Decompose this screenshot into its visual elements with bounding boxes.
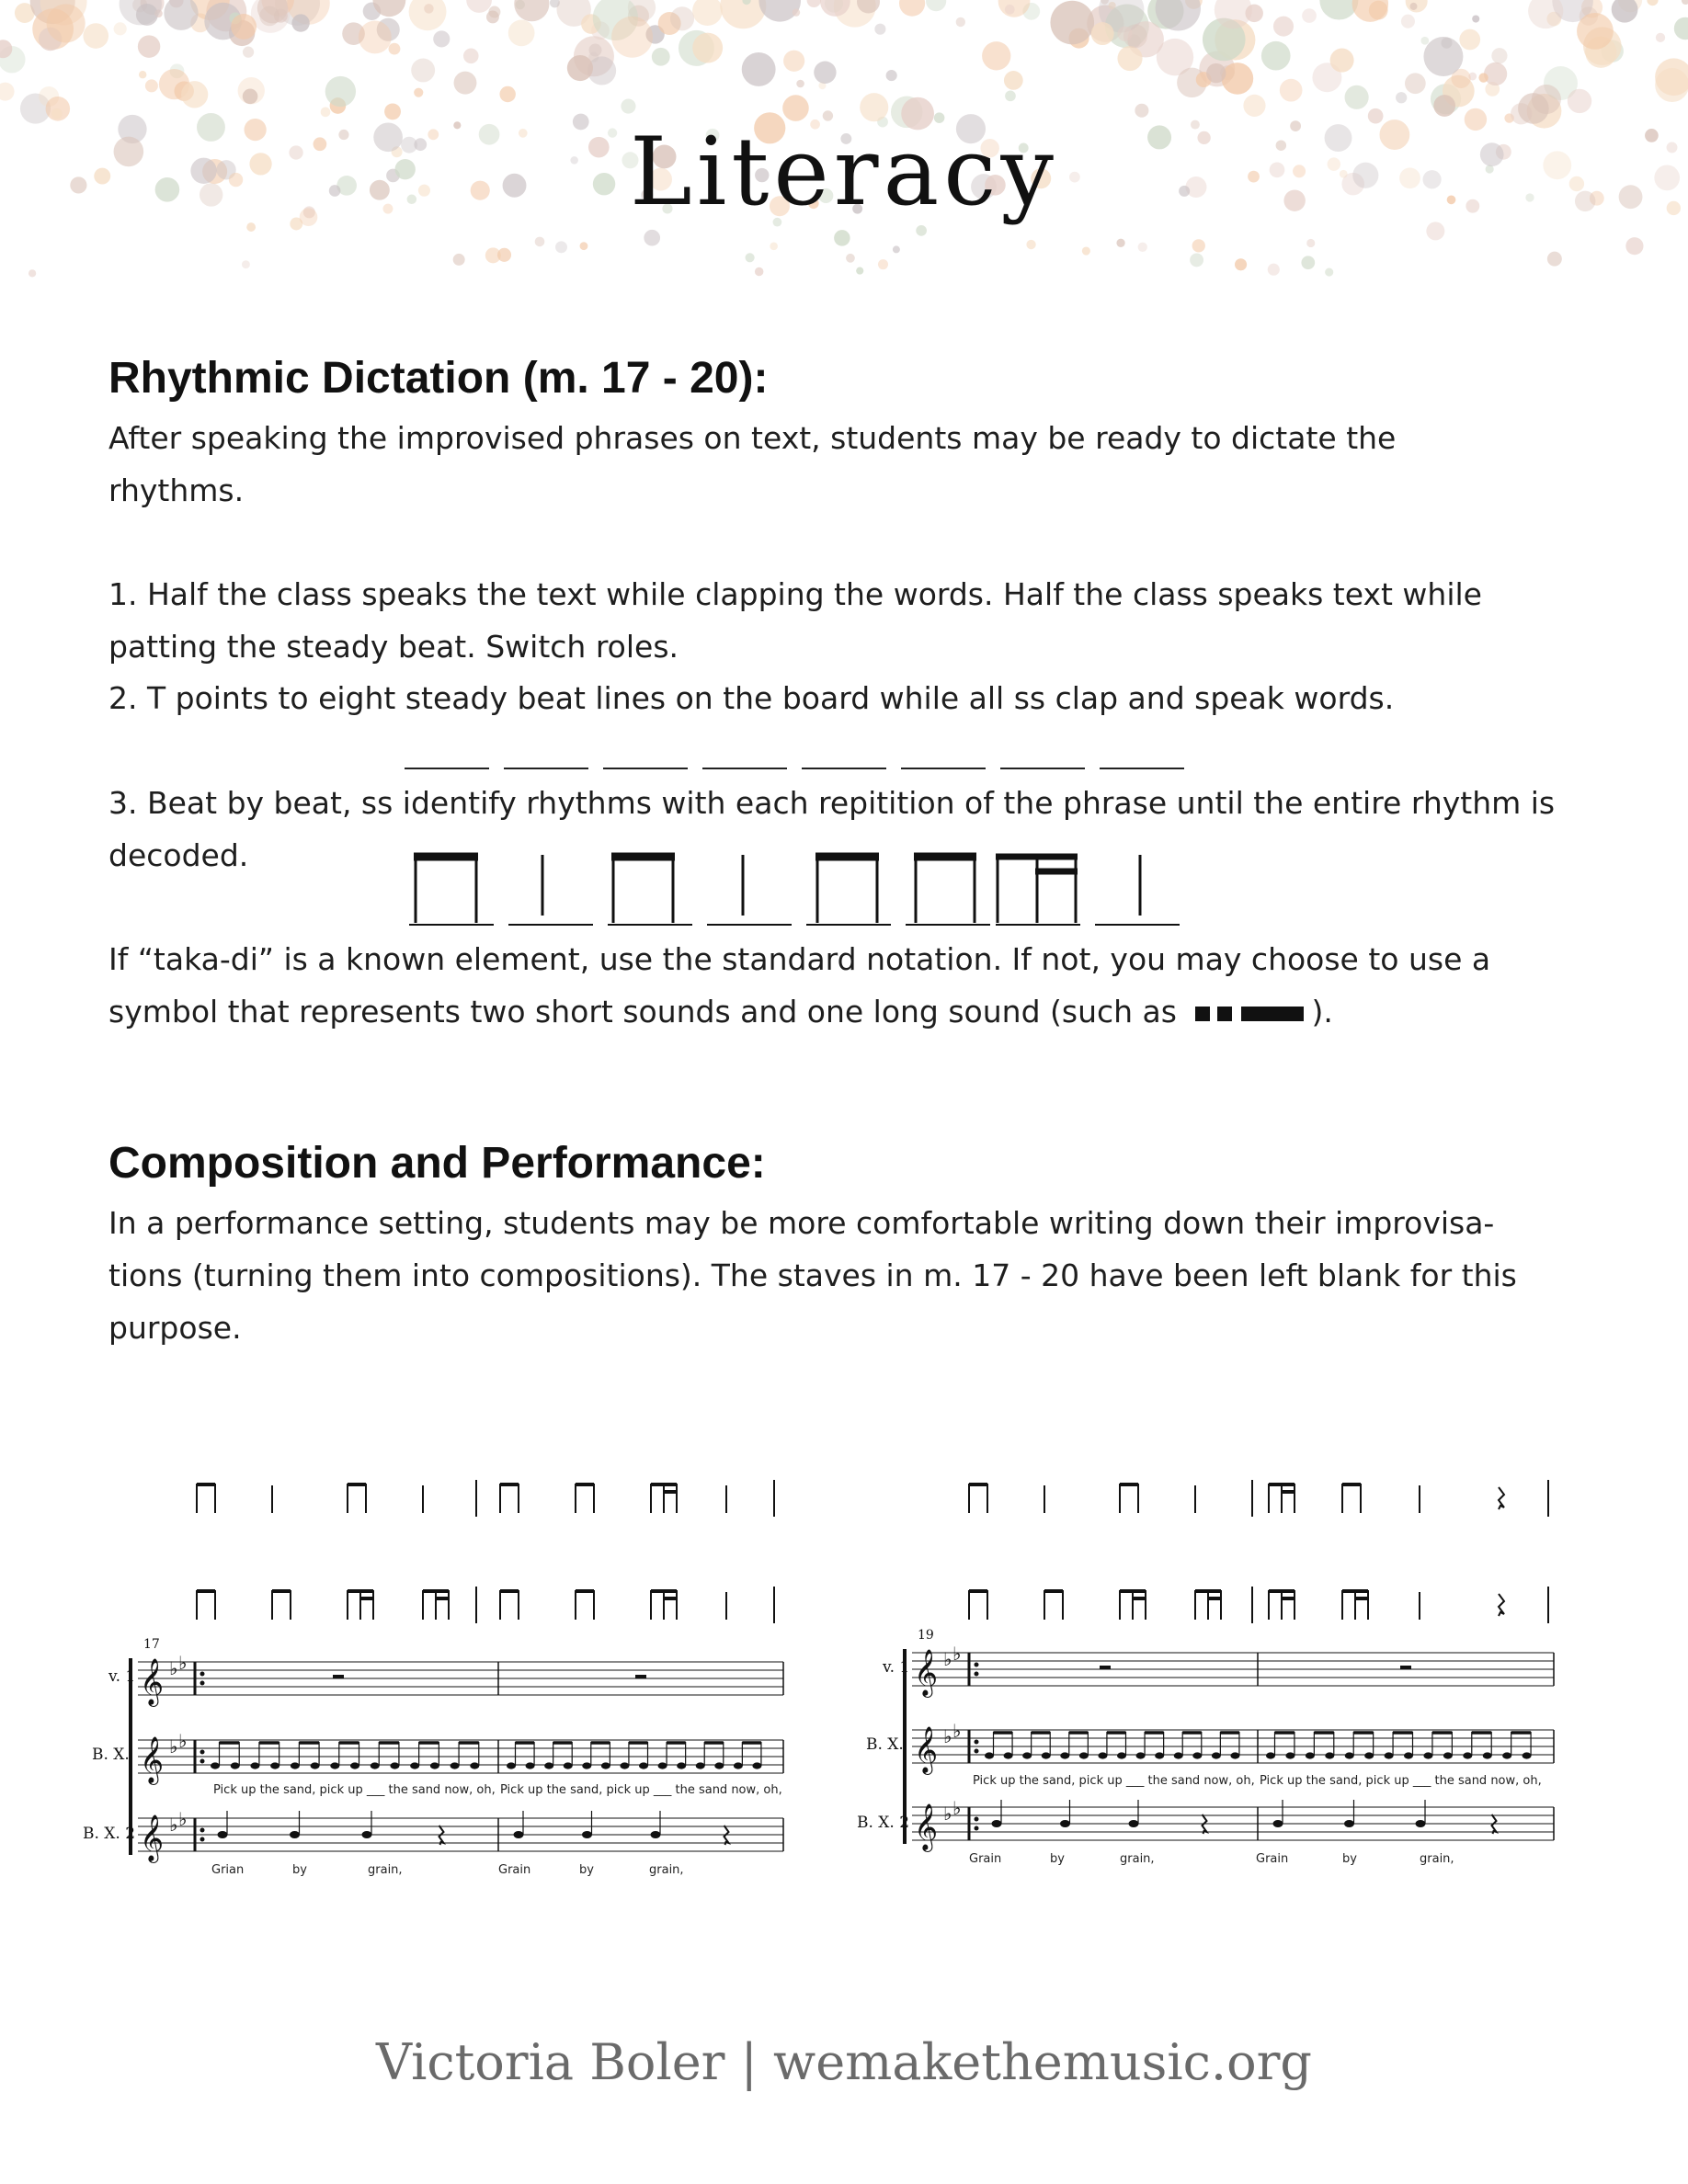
note-head [651,1831,661,1838]
note-head [330,1762,339,1769]
lyric-syllable: Grian [211,1863,245,1877]
intro-line-1: After speaking the improvised phrases on text, students may be ready to dictate the [108,420,1397,456]
note-head [1136,1752,1146,1758]
flat-sign: ♭ [169,1735,178,1757]
note-head [1004,1752,1013,1758]
repeat-dot [200,1759,205,1764]
note-head [291,1762,300,1769]
note-head [582,1762,591,1769]
note-head [658,1762,667,1769]
note-head [1423,1752,1432,1758]
note-head [311,1762,320,1769]
repeat-dot [200,1837,205,1842]
lyric-syllable: grain, [1420,1852,1454,1866]
lyrics: Pick up the sand, pick up ___ the sand now, oh, [213,1783,496,1797]
part-label-v1: v. 1 [883,1658,910,1677]
note-head [1060,1820,1070,1827]
part-label-bx: B. X. [92,1746,130,1764]
note-head [1443,1752,1453,1758]
note-head [430,1762,439,1769]
note-head [1306,1752,1315,1758]
step-3-line-1: 3. Beat by beat, ss identify rhythms with each repitition of the phrase until the entire rhythm is [108,785,1556,821]
lyric-syllable: by [579,1863,594,1877]
note-head [1285,1752,1295,1758]
lyric-syllable: grain, [1120,1852,1155,1866]
half-rest [1400,1666,1411,1669]
flat-sign: ♭ [952,1643,962,1665]
note-head [1404,1752,1413,1758]
lyric-syllable: by [292,1863,307,1877]
repeat-dot [975,1826,979,1831]
intro-line-2: rhythms. [108,472,245,508]
composition-line-2: tions (turning them into compositions). The staves in m. 17 - 20 have been left blank for this [108,1257,1517,1293]
flat-sign: ♭ [178,1808,188,1830]
note-head [371,1762,380,1769]
lyric-syllable: Grain [498,1863,531,1877]
flat-sign: ♭ [943,1803,952,1825]
repeat-dot [975,1749,979,1754]
flat-sign: ♭ [943,1725,952,1747]
treble-clef: 𝄞 [914,1803,939,1850]
note-head [1192,1752,1202,1758]
note-head [1129,1820,1139,1827]
flat-sign: ♭ [169,1814,178,1836]
note-head [677,1762,686,1769]
note-head [992,1820,1002,1827]
note-head [752,1762,761,1769]
note-head [1230,1752,1239,1758]
note-head [231,1762,240,1769]
notation-note-close: ). [1311,994,1333,1029]
composition-line-3: purpose. [108,1310,242,1346]
treble-clef: 𝄞 [140,1814,165,1861]
note-head [714,1762,724,1769]
part-label-bx2: B. X. 2 [857,1814,910,1832]
note-head [1463,1752,1472,1758]
page-title: Literacy [629,118,1059,227]
lyric-syllable: Grain [969,1852,1002,1866]
step-1-line-2: patting the steady beat. Switch roles. [108,629,679,665]
note-head [470,1762,479,1769]
treble-clef: 𝄞 [914,1649,939,1696]
rhythm-rest [1499,1594,1504,1616]
flat-sign: ♭ [952,1720,962,1742]
lyric-syllable: grain, [368,1863,403,1877]
note-head [218,1831,228,1838]
note-head [620,1762,629,1769]
lyrics: Pick up the sand, pick up ___ the sand now, oh, [500,1783,782,1797]
measure-number-17: 17 [143,1637,160,1652]
step-3-line-2: decoded. [108,837,249,873]
note-head [250,1762,259,1769]
note-head [1060,1752,1069,1758]
note-head [1098,1752,1107,1758]
composition-line-1: In a performance setting, students may be more comfortable writing down their improvisa- [108,1205,1495,1241]
lyric-syllable: Grain [1256,1852,1289,1866]
measure-number-19: 19 [918,1628,934,1643]
part-label-bx: B. X. [866,1735,904,1754]
part-label-v1: v. 1 [108,1667,136,1686]
note-head [734,1762,743,1769]
repeat-dot [975,1663,979,1667]
note-head [582,1831,592,1838]
score-system-1 [131,1652,783,1863]
note-head [1502,1752,1511,1758]
half-rest [635,1675,646,1678]
note-head [1155,1752,1164,1758]
note-head [507,1762,516,1769]
repeat-dot [975,1672,979,1677]
note-head [451,1762,460,1769]
repeat-dot [200,1828,205,1833]
step-2: 2. T points to eight steady beat lines on the board while all ss clap and speak words. [108,680,1395,716]
flat-sign: ♭ [178,1730,188,1752]
lyric-syllable: grain, [649,1863,684,1877]
flat-sign: ♭ [943,1648,952,1670]
footer-credit: Victoria Boler | wemakethemusic.org [376,2033,1312,2091]
composition-heading: Composition and Performance: [108,1139,766,1188]
note-head [211,1762,220,1769]
note-head [1266,1752,1275,1758]
note-head [1523,1752,1532,1758]
treble-clef: 𝄞 [140,1736,165,1783]
notation-note-text: symbol that represents two short sounds and one long sound (such as [108,994,1187,1029]
note-head [1212,1752,1221,1758]
lyric-syllable: by [1050,1852,1065,1866]
repeat-dot [975,1817,979,1822]
rhythm-rest [1499,1487,1504,1509]
note-head [362,1831,372,1838]
note-head [1079,1752,1089,1758]
half-rest [333,1675,344,1678]
note-head [696,1762,705,1769]
note-head [601,1762,610,1769]
repeat-dot [200,1750,205,1755]
note-head [1344,1820,1354,1827]
flat-sign: ♭ [169,1657,178,1679]
rhythmic-dictation-heading: Rhythmic Dictation (m. 17 - 20): [108,354,769,403]
note-head [639,1762,648,1769]
lyric-syllable: by [1342,1852,1357,1866]
note-head [514,1831,524,1838]
rhythm-annotation-lines [197,1480,1548,1623]
note-head [1273,1820,1283,1827]
note-head [1416,1820,1426,1827]
lyrics: Pick up the sand, pick up ___ the sand now, oh, [973,1774,1255,1788]
part-label-bx2: B. X. 2 [83,1825,136,1843]
repeat-dot [200,1681,205,1686]
note-head [1325,1752,1334,1758]
flat-sign: ♭ [178,1652,188,1674]
note-head [1174,1752,1183,1758]
note-head [1117,1752,1126,1758]
lyrics: Pick up the sand, pick up ___ the sand now, oh, [1260,1774,1542,1788]
repeat-dot [200,1672,205,1677]
note-head [985,1752,994,1758]
flat-sign: ♭ [952,1797,962,1819]
note-head [270,1762,279,1769]
note-head [1364,1752,1374,1758]
note-head [410,1762,419,1769]
note-head [350,1762,359,1769]
treble-clef: 𝄞 [914,1726,939,1773]
note-head [1345,1752,1354,1758]
note-head [1385,1752,1394,1758]
step-1-line-1: 1. Half the class speaks the text while clapping the words. Half the class speaks text while [108,576,1482,612]
note-head [526,1762,535,1769]
note-head [1483,1752,1492,1758]
note-head [290,1831,300,1838]
score-system-2 [905,1643,1554,1852]
treble-clef: 𝄞 [140,1658,165,1705]
half-rest [1100,1666,1111,1669]
note-head [564,1762,573,1769]
repeat-dot [975,1740,979,1745]
note-head [1022,1752,1032,1758]
note-head [544,1762,553,1769]
note-head [1042,1752,1051,1758]
note-head [390,1762,399,1769]
notation-note-line-1: If “taka-di” is a known element, use the standard notation. If not, you may choose to use a [108,941,1491,977]
